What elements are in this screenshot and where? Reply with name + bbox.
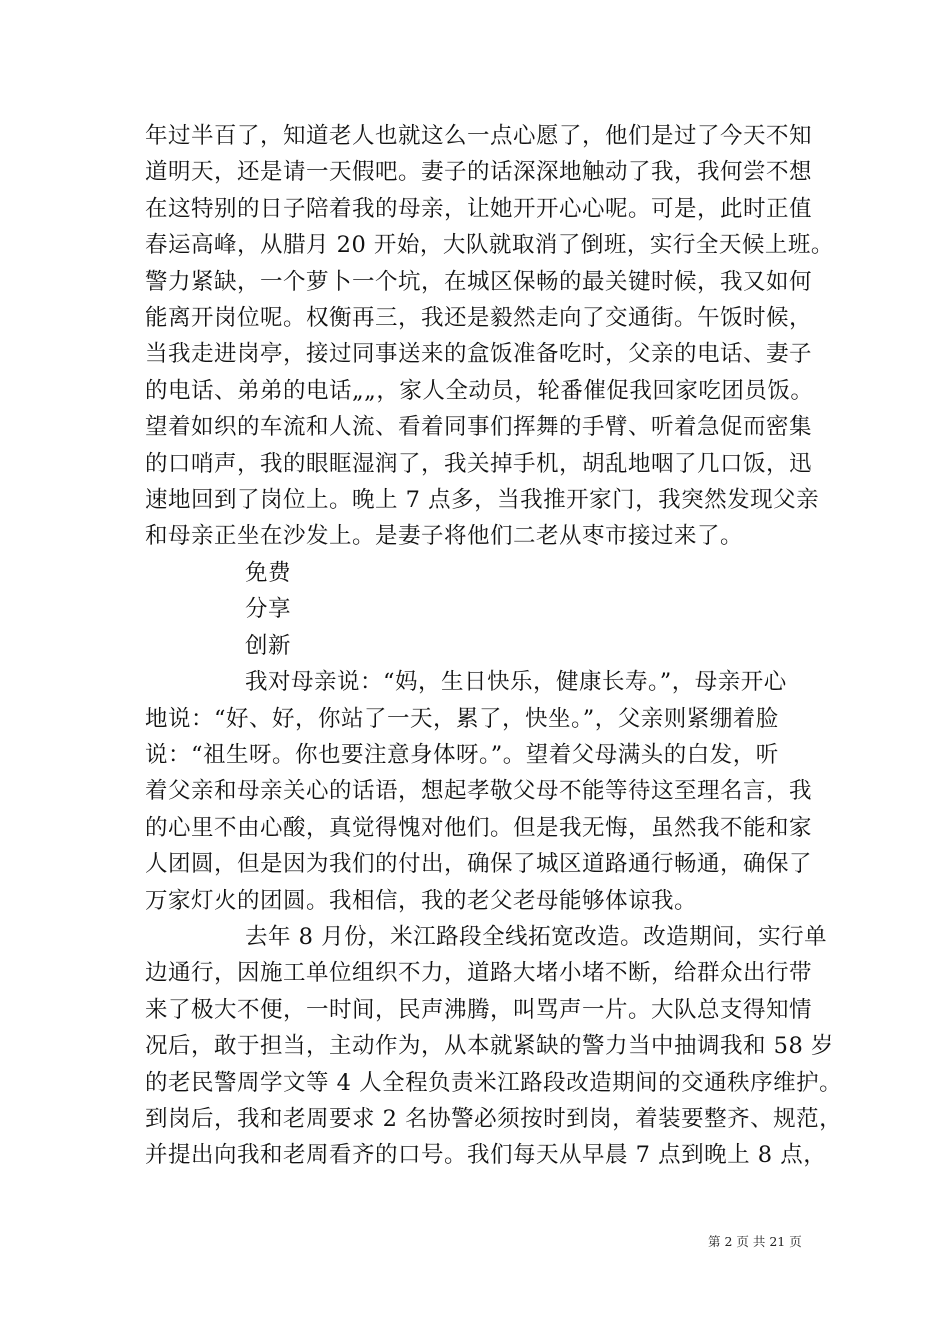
text-line: 的电话、弟弟的电话„„，家人全动员，轮番催促我回家吃团员饭。 xyxy=(145,377,814,404)
text-line: 地说：“好、好，你站了一天，累了，快坐。”，父亲则紧绷着脸 xyxy=(145,705,779,732)
text-line: 人团圆，但是因为我们的付出，确保了城区道路通行畅通，确保了 xyxy=(145,851,813,878)
text-line: 况后，敢于担当，主动作为，从本就紧缺的警力当中抽调我和 58 岁 xyxy=(145,1033,834,1060)
text-line: 说：“祖生呀。你也要注意身体呀。”。望着父母满头的白发，听 xyxy=(145,741,779,768)
text-line: 我对母亲说：“妈，生日快乐，健康长寿。”，母亲开心 xyxy=(245,669,787,696)
page-number-footer: 第 2 页 共 21 页 xyxy=(708,1234,802,1249)
text-line: 万家灯火的团圆。我相信，我的老父老母能够体谅我。 xyxy=(145,887,698,914)
text-line: 能离开岗位呢。权衡再三，我还是毅然走向了交通街。午饭时候， xyxy=(145,305,813,332)
short-line-innovate: 创新 xyxy=(245,632,292,659)
text-line: 当我走进岗亭，接过同事送来的盒饭准备吃时，父亲的电话、妻子 xyxy=(145,341,813,368)
text-line: 的心里不由心酸，真觉得愧对他们。但是我无悔，虽然我不能和家 xyxy=(145,814,813,841)
text-line: 着父亲和母亲关心的话语，想起孝敬父母不能等待这至理名言，我 xyxy=(145,778,813,805)
body-text xyxy=(145,118,843,1174)
text-line: 并提出向我和老周看齐的口号。我们每天从早晨 7 点到晚上 8 点， xyxy=(145,1142,827,1169)
text-line: 和母亲正坐在沙发上。是妻子将他们二老从枣市接过来了。 xyxy=(145,523,744,550)
text-line: 边通行，因施工单位组织不力，道路大堵小堵不断，给群众出行带 xyxy=(145,960,813,987)
short-lines xyxy=(145,555,825,664)
text-line: 春运高峰，从腊月 20 开始，大队就取消了倒班，实行全天候上班。 xyxy=(145,232,834,259)
paragraph-2 xyxy=(145,664,825,919)
text-line: 来了极大不便，一时间，民声沸腾，叫骂声一片。大队总支得知情 xyxy=(145,996,813,1023)
text-line: 的口哨声，我的眼眶湿润了，我关掉手机，胡乱地咽了几口饭，迅 xyxy=(145,450,813,477)
text-line: 在这特别的日子陪着我的母亲，让她开开心心呢。可是，此时正值 xyxy=(145,195,813,222)
text-line: 道明天，还是请一天假吧。妻子的话深深地触动了我，我何尝不想 xyxy=(145,159,813,186)
text-line: 年过半百了，知道老人也就这么一点心愿了，他们是过了今天不知 xyxy=(145,123,813,149)
text-line: 到岗后，我和老周要求 2 名协警必须按时到岗，着装要整齐、规范， xyxy=(145,1105,843,1132)
text-line: 速地回到了岗位上。晚上 7 点多，当我推开家门，我突然发现父亲 xyxy=(145,487,820,514)
text-line: 去年 8 月份，米江路段全线拓宽改造。改造期间，实行单 xyxy=(245,923,828,950)
text-line: 警力紧缺，一个萝卜一个坑，在城区保畅的最关键时候，我又如何 xyxy=(145,268,813,295)
short-line-free: 免费 xyxy=(245,559,292,586)
paragraph-1 xyxy=(145,118,834,555)
paragraph-3 xyxy=(145,919,843,1174)
short-line-share: 分享 xyxy=(245,596,292,623)
text-line: 的老民警周学文等 4 人全程负责米江路段改造期间的交通秩序维护。 xyxy=(145,1069,843,1096)
text-line: 望着如织的车流和人流、看着同事们挥舞的手臂、听着急促而密集 xyxy=(145,414,813,441)
